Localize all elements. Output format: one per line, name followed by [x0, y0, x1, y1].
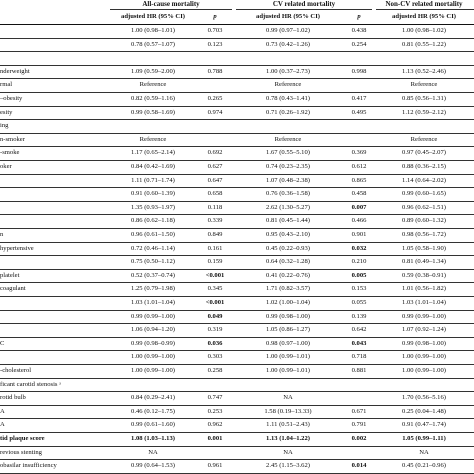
cv-p — [344, 119, 374, 133]
table-row — [0, 446, 474, 460]
non-cv-hr: 0.88 (0.36–2.15) — [402, 163, 446, 170]
cv-p: 0.458 — [351, 190, 367, 198]
row-label: C — [0, 339, 5, 347]
all-cause-hr — [110, 51, 196, 65]
cv-p: 0.417 — [351, 95, 367, 102]
non-cv-hr: 0.81 (0.49–1.34) — [402, 258, 446, 266]
all-cause-p: 0.118 — [207, 203, 223, 211]
subheader-hr-2: adjusted HR (95% CI) — [256, 13, 320, 20]
cv-hr: Reference — [274, 81, 302, 89]
cv-p: 0.369 — [351, 149, 367, 157]
all-cause-hr: 0.99 (0.99–1.00) — [131, 312, 175, 320]
table-row — [0, 65, 474, 79]
cv-hr: 1.71 (0.82–3.57) — [266, 285, 310, 293]
row-label — [0, 174, 110, 188]
all-cause-hr: 0.99 (0.98–0.99) — [131, 339, 175, 347]
non-cv-hr: 0.97 (0.45–2.07) — [402, 149, 446, 157]
row-label: rotid bulb — [0, 394, 26, 402]
table-row — [0, 24, 474, 38]
cv-hr — [234, 119, 342, 133]
all-cause-p: 0.961 — [207, 462, 223, 470]
all-cause-hr: 0.99 (0.64–1.53) — [131, 462, 175, 470]
table-row — [0, 337, 474, 351]
cv-p: 0.210 — [351, 258, 367, 266]
non-cv-hr: 0.25 (0.04–1.48) — [402, 407, 446, 415]
all-cause-hr: 0.46 (0.12–1.75) — [131, 407, 175, 415]
cv-hr: 0.81 (0.45–1.44) — [266, 217, 310, 225]
all-cause-p: 0.647 — [207, 176, 223, 184]
non-cv-hr: 0.81 (0.55–1.22) — [402, 40, 446, 48]
cv-p: 0.254 — [351, 40, 367, 48]
cv-hr: 0.95 (0.43–2.10) — [266, 231, 310, 238]
non-cv-hr — [374, 119, 474, 133]
cv-hr: 1.07 (0.48–2.38) — [266, 176, 310, 184]
table-row — [0, 187, 474, 201]
non-cv-hr: 0.59 (0.38–0.91) — [402, 271, 446, 279]
cv-hr: 1.11 (0.51–2.43) — [266, 421, 310, 429]
all-cause-hr: 0.75 (0.50–1.12) — [131, 258, 175, 266]
table-row — [0, 228, 474, 242]
non-cv-hr: 0.98 (0.56–1.72) — [402, 231, 446, 238]
all-cause-hr: 0.84 (0.42–1.69) — [131, 163, 175, 170]
row-label: nderweight — [0, 67, 30, 75]
row-label: -smoke — [0, 149, 20, 157]
row-label — [0, 187, 110, 201]
all-cause-hr: 0.78 (0.57–1.07) — [131, 40, 175, 48]
table-row — [0, 160, 474, 174]
cv-hr: 1.13 (1.04–1.22) — [266, 435, 310, 442]
non-cv-hr: 1.12 (0.59–2.12) — [402, 108, 446, 116]
all-cause-hr: 0.99 (0.58–1.69) — [131, 108, 175, 116]
row-label — [0, 323, 110, 337]
row-label — [0, 350, 110, 364]
cv-p: 0.002 — [351, 435, 367, 442]
all-cause-p: 0.658 — [207, 190, 223, 198]
cv-hr: 0.41 (0.22–0.76) — [266, 271, 310, 279]
cv-hr: 0.99 (0.98–1.00) — [266, 312, 310, 320]
cv-hr: 0.45 (0.22–0.93) — [266, 244, 310, 252]
all-cause-p: 0.962 — [207, 421, 223, 429]
subheader-p-2: p — [357, 13, 361, 20]
all-cause-p — [198, 133, 232, 147]
non-cv-hr: 0.99 (0.60–1.65) — [402, 190, 446, 198]
cv-p: 0.139 — [351, 312, 367, 320]
all-cause-hr: 0.72 (0.46–1.14) — [131, 244, 175, 252]
cv-p: 0.642 — [351, 326, 367, 334]
cv-hr: 2.62 (1.30–5.27) — [266, 203, 310, 211]
all-cause-p: 0.692 — [207, 149, 223, 157]
cv-hr: 0.78 (0.43–1.41) — [266, 95, 310, 102]
table-row — [0, 310, 474, 324]
non-cv-hr: 0.99 (0.99–1.00) — [402, 312, 446, 320]
all-cause-p: 0.036 — [207, 339, 223, 347]
all-cause-hr: NA — [148, 448, 158, 456]
non-cv-hr — [374, 51, 474, 65]
row-label: tid plaque score — [0, 435, 45, 442]
non-cv-hr: 0.89 (0.60–1.32) — [402, 217, 446, 225]
non-cv-hr: 1.03 (1.01–1.04) — [402, 299, 446, 306]
all-cause-p: 0.001 — [207, 435, 223, 442]
cv-p: 0.791 — [351, 421, 367, 429]
all-cause-hr — [110, 119, 196, 133]
row-label — [0, 296, 110, 310]
table-row — [0, 133, 474, 147]
non-cv-hr: 0.99 (0.98–1.00) — [402, 339, 446, 347]
all-cause-p — [198, 119, 232, 133]
cv-p: 0.881 — [351, 367, 367, 374]
cv-p: 0.901 — [351, 231, 367, 238]
all-cause-p: 0.339 — [207, 217, 223, 225]
all-cause-hr: 0.82 (0.59–1.16) — [131, 95, 175, 102]
table-row — [0, 391, 474, 405]
non-cv-hr: Reference — [410, 135, 438, 143]
cv-hr: 1.00 (0.99–1.01) — [266, 367, 310, 374]
table-row — [0, 242, 474, 256]
table-row — [0, 38, 474, 52]
all-cause-p: 0.747 — [207, 394, 223, 402]
row-label — [0, 24, 110, 38]
cv-hr: 0.98 (0.97–1.00) — [266, 339, 310, 347]
cv-hr: 1.02 (1.00–1.04) — [266, 299, 310, 306]
cv-hr: NA — [283, 448, 293, 456]
cv-p — [344, 78, 374, 92]
cv-p — [344, 391, 374, 405]
cv-hr: Reference — [274, 135, 302, 143]
header-cv-related: CV related mortality — [272, 0, 336, 8]
table-row — [0, 255, 474, 269]
cv-hr: 1.00 (0.99–1.01) — [266, 353, 310, 361]
row-label: oker — [0, 163, 12, 170]
cv-hr — [234, 378, 342, 392]
row-label: platelet — [0, 271, 20, 279]
table-row — [0, 364, 474, 378]
table-row — [0, 282, 474, 296]
cv-hr: 1.67 (0.55–5.10) — [266, 149, 310, 157]
all-cause-p: <0.001 — [205, 299, 225, 306]
table-row — [0, 459, 474, 473]
non-cv-hr: 1.05 (0.99–1.11) — [402, 435, 446, 442]
row-label — [0, 255, 110, 269]
all-cause-hr: 1.00 (0.99–1.00) — [131, 353, 175, 361]
all-cause-hr: 1.03 (1.01–1.04) — [131, 299, 175, 306]
all-cause-p: 0.703 — [207, 27, 223, 34]
all-cause-hr: 1.06 (0.94–1.20) — [131, 326, 175, 334]
all-cause-hr: 0.86 (0.62–1.18) — [131, 217, 175, 225]
non-cv-hr: 0.45 (0.21–0.96) — [402, 462, 446, 470]
cv-p: 0.014 — [351, 462, 367, 470]
non-cv-hr — [374, 378, 474, 392]
cv-p: 0.032 — [351, 244, 367, 252]
header-all-cause: All-cause mortality — [142, 0, 200, 8]
cv-p: 0.043 — [351, 339, 367, 347]
table-row — [0, 214, 474, 228]
all-cause-hr: 0.84 (0.29–2.41) — [131, 394, 175, 402]
non-cv-hr: 1.70 (0.56–5.16) — [402, 394, 446, 402]
cv-p: 0.718 — [351, 353, 367, 361]
all-cause-hr: 0.96 (0.61–1.50) — [131, 231, 175, 238]
all-cause-hr: 1.17 (0.65–2.14) — [131, 149, 175, 157]
all-cause-hr: 1.35 (0.93–1.97) — [131, 203, 175, 211]
all-cause-p: 0.161 — [207, 244, 223, 252]
row-label: ficant carotid stenosis ᵃ — [0, 380, 61, 388]
table-row — [0, 418, 474, 432]
cv-hr: 0.74 (0.23–2.35) — [266, 163, 310, 170]
row-label: A — [0, 421, 5, 429]
row-label: hypertensive — [0, 244, 34, 252]
subheader-hr-1: adjusted HR (95% CI) — [121, 13, 185, 20]
row-label: obasilar insufficiency — [0, 462, 57, 470]
cv-p: 0.005 — [351, 271, 367, 279]
table-row — [0, 174, 474, 188]
all-cause-hr: 1.00 (0.99–1.00) — [131, 367, 175, 374]
all-cause-p — [198, 51, 232, 65]
cv-p: 0.671 — [351, 407, 367, 415]
table-row — [0, 269, 474, 283]
cv-hr — [234, 51, 342, 65]
all-cause-hr: Reference — [139, 81, 167, 89]
row-label — [0, 38, 110, 52]
all-cause-p: 0.159 — [207, 258, 223, 266]
table-row — [0, 146, 474, 160]
all-cause-hr: 0.52 (0.37–0.74) — [131, 271, 175, 279]
cv-p: 0.612 — [351, 163, 367, 170]
table-row — [0, 405, 474, 419]
cv-p: 0.438 — [351, 27, 367, 34]
row-label: n-smoker — [0, 135, 25, 143]
cv-hr: 0.99 (0.97–1.02) — [266, 27, 310, 34]
non-cv-hr: 1.07 (0.92–1.24) — [402, 326, 446, 334]
row-label: –obesity — [0, 95, 23, 102]
cv-hr: 0.73 (0.42–1.26) — [266, 40, 310, 48]
all-cause-p: 0.265 — [207, 95, 223, 102]
table-row — [0, 51, 474, 65]
cv-p: 0.865 — [351, 176, 367, 184]
cv-hr: 0.71 (0.26–1.92) — [266, 108, 310, 116]
row-label: rmal — [0, 81, 13, 89]
cv-p: 0.495 — [351, 108, 367, 116]
cv-p — [344, 378, 374, 392]
all-cause-hr: 1.11 (0.71–1.74) — [131, 176, 175, 184]
all-cause-hr: 0.99 (0.61–1.60) — [131, 421, 175, 429]
all-cause-p: 0.788 — [207, 67, 223, 75]
non-cv-hr: 1.00 (0.99–1.00) — [402, 367, 446, 374]
all-cause-p: 0.049 — [207, 312, 223, 320]
non-cv-hr: 1.00 (0.99–1.00) — [402, 353, 446, 361]
all-cause-p: 0.123 — [207, 40, 223, 48]
all-cause-hr: 1.08 (1.03–1.13) — [131, 435, 175, 442]
cv-hr: 1.05 (0.86–1.27) — [266, 326, 310, 334]
row-label: A — [0, 407, 5, 415]
all-cause-hr: 1.25 (0.79–1.98) — [131, 285, 175, 293]
row-label — [0, 201, 110, 215]
cv-p: 0.153 — [351, 285, 367, 293]
subheader-p-1: p — [213, 13, 217, 20]
all-cause-p: 0.849 — [207, 231, 223, 238]
cv-hr: NA — [283, 394, 293, 402]
all-cause-p — [198, 78, 232, 92]
all-cause-hr: 1.00 (0.98–1.01) — [131, 27, 175, 34]
subheader-hr-3: adjusted HR (95% CI) — [392, 13, 456, 20]
row-label — [0, 51, 110, 65]
table-row — [0, 106, 474, 120]
cv-p: 0.055 — [351, 299, 367, 306]
all-cause-p: 0.258 — [207, 367, 223, 374]
non-cv-hr: 1.05 (0.58–1.90) — [402, 244, 446, 252]
cv-p: 0.998 — [351, 67, 367, 75]
row-label: revious stenting — [0, 448, 42, 456]
table-header-subheaders — [0, 10, 474, 24]
all-cause-p: 0.253 — [207, 407, 223, 415]
header-non-cv-related: Non-CV related mortality — [385, 0, 463, 8]
cv-hr: 0.76 (0.36–1.58) — [266, 190, 310, 198]
row-label — [0, 214, 110, 228]
non-cv-hr: Reference — [410, 81, 438, 89]
table-row — [0, 78, 474, 92]
all-cause-p: 0.627 — [207, 163, 223, 170]
cv-p — [344, 51, 374, 65]
all-cause-p: 0.974 — [207, 108, 223, 116]
cv-p: 0.466 — [351, 217, 367, 225]
cv-p — [344, 133, 374, 147]
cv-hr: 2.45 (1.15–3.62) — [266, 462, 310, 470]
all-cause-p: <0.001 — [205, 271, 225, 279]
row-label — [0, 310, 110, 324]
all-cause-hr — [110, 378, 196, 392]
all-cause-hr: 0.91 (0.60–1.39) — [131, 190, 175, 198]
all-cause-p: 0.319 — [207, 326, 223, 334]
non-cv-hr: 1.13 (0.52–2.46) — [402, 67, 446, 75]
all-cause-p — [198, 378, 232, 392]
table-row — [0, 350, 474, 364]
cv-p — [344, 446, 374, 460]
table-row — [0, 432, 474, 446]
table-row — [0, 378, 474, 392]
cv-p: 0.007 — [351, 203, 367, 211]
non-cv-hr: 0.96 (0.62–1.51) — [402, 203, 446, 211]
non-cv-hr: NA — [419, 448, 429, 456]
non-cv-hr: 0.85 (0.56–1.31) — [402, 95, 446, 102]
table-row — [0, 201, 474, 215]
table-row — [0, 296, 474, 310]
all-cause-hr: Reference — [139, 135, 167, 143]
non-cv-hr: 0.91 (0.47–1.74) — [402, 421, 446, 429]
table-row — [0, 323, 474, 337]
row-label: coagulant — [0, 285, 26, 293]
row-label: esity — [0, 108, 13, 116]
row-label: n — [0, 231, 4, 238]
all-cause-p: 0.345 — [207, 285, 223, 293]
non-cv-hr: 1.14 (0.64–2.02) — [402, 176, 446, 184]
non-cv-hr: 1.01 (0.56–1.82) — [402, 285, 446, 293]
table-row — [0, 119, 474, 133]
row-label: -cholesterol — [0, 367, 32, 374]
non-cv-hr: 1.00 (0.98–1.02) — [402, 27, 446, 34]
all-cause-p — [198, 446, 232, 460]
row-label: ing — [0, 122, 9, 130]
cv-hr: 1.00 (0.37–2.73) — [266, 67, 310, 75]
all-cause-hr: 1.09 (0.59–2.00) — [131, 67, 175, 75]
table-row — [0, 92, 474, 106]
all-cause-p: 0.303 — [207, 353, 223, 361]
cv-hr: 0.64 (0.32–1.28) — [266, 258, 310, 266]
cv-hr: 1.58 (0.19–13.33) — [264, 407, 312, 415]
